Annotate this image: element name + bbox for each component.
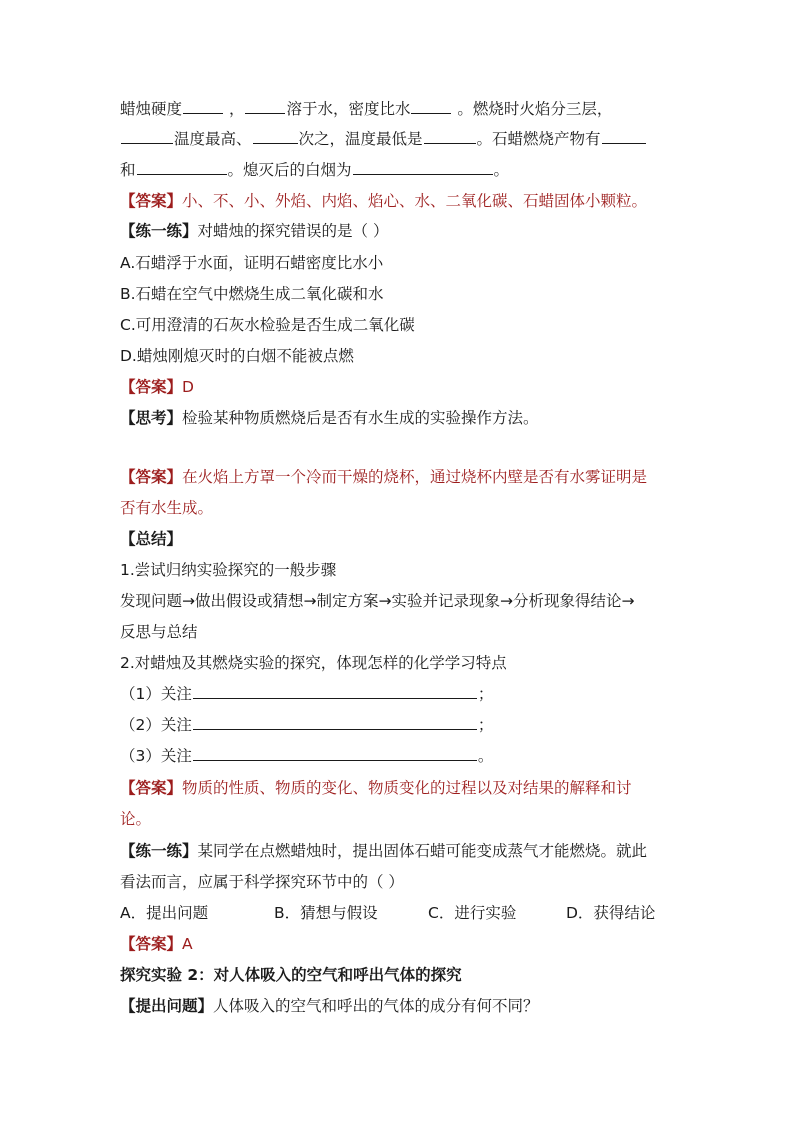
- summary-steps-line-2: 反思与总结: [120, 623, 198, 641]
- q1-text: 和: [120, 161, 136, 179]
- exercise-1-option-a: A.石蜡浮于水面，证明石蜡密度比水小: [120, 254, 384, 272]
- question-1-line-3: [120, 159, 680, 181]
- summary-fill-2: [120, 714, 680, 736]
- fill-blank: [253, 128, 298, 144]
- think-tag: 【思考】: [120, 409, 183, 427]
- exercise-2-stem-line-1: [120, 840, 680, 862]
- exercise-1-option-b: B.石蜡在空气中燃烧生成二氧化碳和水: [120, 285, 384, 303]
- answer-tag: 【答案】: [120, 378, 183, 396]
- question-1-line-1: [120, 98, 680, 120]
- answer-text: 在火焰上方罩一个冷而干燥的烧杯，通过烧杯内壁是否有水雾证明是: [182, 468, 648, 486]
- answer-4-line-1: [120, 777, 680, 799]
- exercise-1-option-c: C.可用澄清的石灰水检验是否生成二氧化碳: [120, 316, 415, 334]
- answer-text: A: [182, 935, 193, 953]
- q1-text: 温度最高、: [174, 130, 252, 148]
- exercise-1-stem: [120, 220, 680, 242]
- exercise-2-options: [120, 902, 680, 924]
- experiment-2-title: 探究实验 2：对人体吸入的空气和呼出气体的探究: [120, 966, 462, 984]
- answer-3-line-1: [120, 466, 680, 488]
- summary-fill-3: [120, 745, 680, 767]
- answer-3-line-2: 否有水生成。: [120, 499, 214, 517]
- exercise-tag: 【练一练】: [120, 842, 198, 860]
- summary-steps-line-1: 发现问题→做出假设或猜想→制定方案→实验并记录现象→分析现象得结论→: [120, 592, 635, 610]
- fill-blank: [137, 159, 227, 175]
- exercise-tag: 【练一练】: [120, 222, 198, 240]
- exercise-1-option-d: D.蜡烛刚熄灭时的白烟不能被点燃: [120, 347, 354, 365]
- q1-text: 次之，温度最低是: [298, 130, 423, 148]
- exercise-2-option-a: A．提出问题: [120, 904, 209, 922]
- summary-tag: 【总结】: [120, 530, 183, 548]
- q1-text: ，: [228, 100, 245, 118]
- fill-blank: [411, 98, 451, 114]
- fill-blank: [193, 745, 477, 761]
- fill-blank: [245, 98, 285, 114]
- fill-blank: [602, 128, 646, 144]
- exercise-2-option-c: C．进行实验: [428, 904, 517, 922]
- answer-5: [120, 933, 680, 955]
- q1-text: 。石蜡燃烧产物有: [476, 130, 601, 148]
- question-1-line-2: [120, 128, 680, 150]
- fill-end: ；: [477, 685, 494, 703]
- think-prompt: [120, 407, 680, 429]
- fill-blank: [353, 159, 493, 175]
- exercise-2-option-d: D．获得结论: [566, 904, 656, 922]
- q1-text: 。: [493, 161, 510, 179]
- q1-text: 溶于水，密度比水: [286, 100, 411, 118]
- q1-text: 。燃烧时火焰分三层，: [457, 100, 613, 118]
- raise-question: [120, 995, 680, 1017]
- question-text: 人体吸入的空气和呼出的气体的成分有何不同？: [213, 997, 539, 1015]
- answer-text: 小、不、小、外焰、内焰、焰心、水、二氧化碳、石蜡固体小颗粒。: [182, 192, 648, 210]
- exercise-stem: 对蜡烛的探究错误的是（ ）: [197, 222, 389, 240]
- fill-label: （3）关注: [120, 747, 192, 765]
- fill-blank: [424, 128, 476, 144]
- answer-4-line-2: 论。: [120, 810, 152, 828]
- answer-text: D: [182, 378, 194, 396]
- summary-item-1: 1.尝试归纳实验探究的一般步骤: [120, 561, 337, 579]
- fill-end: ；: [477, 716, 494, 734]
- summary-fill-1: [120, 683, 680, 705]
- exercise-2-option-b: B．猜想与假设: [274, 904, 378, 922]
- q1-text: 蜡烛硬度: [120, 100, 183, 118]
- exercise-2-stem-line-2: 看法而言，应属于科学探究环节中的（ ）: [120, 873, 404, 891]
- answer-1: [120, 190, 680, 212]
- answer-tag: 【答案】: [120, 779, 183, 797]
- answer-tag: 【答案】: [120, 192, 183, 210]
- fill-blank: [183, 98, 223, 114]
- fill-label: （2）关注: [120, 716, 192, 734]
- think-text: 检验某种物质燃烧后是否有水生成的实验操作方法。: [182, 409, 539, 427]
- exercise-stem: 某同学在点燃蜡烛时，提出固体石蜡可能变成蒸气才能燃烧。就此: [197, 842, 648, 860]
- summary-item-2: 2.对蜡烛及其燃烧实验的探究，体现怎样的化学学习特点: [120, 654, 507, 672]
- fill-label: （1）关注: [120, 685, 192, 703]
- fill-blank: [193, 714, 477, 730]
- answer-text: 物质的性质、物质的变化、物质变化的过程以及对结果的解释和讨: [182, 779, 632, 797]
- question-tag: 【提出问题】: [120, 997, 214, 1015]
- fill-end: 。: [477, 747, 494, 765]
- answer-tag: 【答案】: [120, 468, 183, 486]
- fill-blank: [121, 128, 173, 144]
- summary-heading: [120, 528, 680, 550]
- q1-text: 。熄灭后的白烟为: [227, 161, 352, 179]
- fill-blank: [193, 683, 477, 699]
- answer-2: [120, 376, 680, 398]
- answer-tag: 【答案】: [120, 935, 183, 953]
